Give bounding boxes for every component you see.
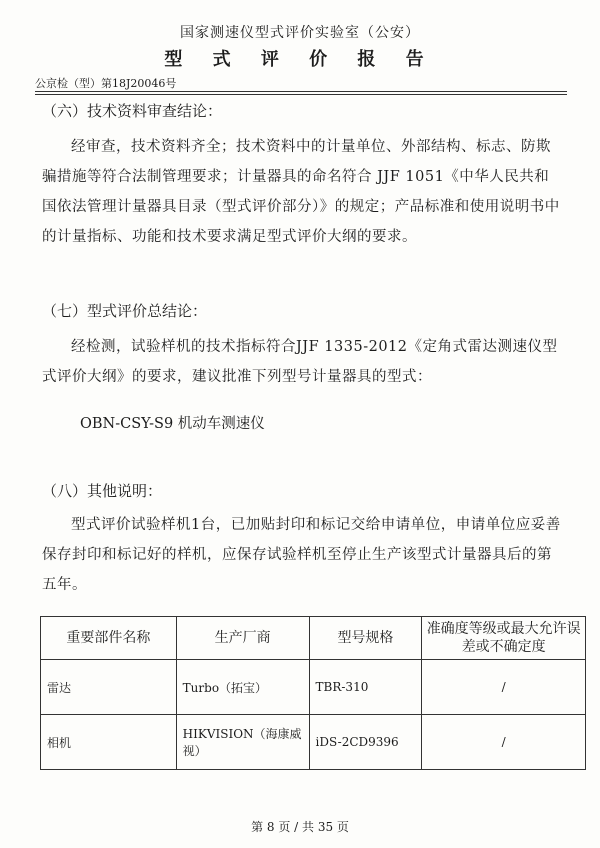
header-rule-bottom xyxy=(35,94,567,95)
table-row xyxy=(41,660,586,715)
approved-model: OBN-CSY-S9 机动车测速仪 xyxy=(80,416,265,432)
organization-name: 国家测速仪型式评价实验室（公安） xyxy=(180,25,420,41)
component-name: 相机 xyxy=(41,715,177,770)
section-seven-heading: （七）型式评价总结论： xyxy=(42,302,208,320)
accuracy-value: / xyxy=(422,660,586,715)
manufacturer: HIKVISION（海康威视） xyxy=(176,715,309,770)
report-title: 型 式 评 价 报 告 xyxy=(164,49,436,70)
column-header-manufacturer: 生产厂商 xyxy=(176,617,309,660)
column-header-component: 重要部件名称 xyxy=(41,617,177,660)
manufacturer: Turbo（拓宝） xyxy=(176,660,309,715)
model-spec: iDS-2CD9396 xyxy=(309,715,422,770)
components-table xyxy=(40,616,586,770)
component-name: 雷达 xyxy=(41,660,177,715)
header-rule-top xyxy=(35,91,567,92)
page-footer: 第 8 页 / 共 35 页 xyxy=(251,820,349,834)
section-eight-paragraph: 型式评价试验样机1台，已加贴封印和标记交给申请单位，申请单位应妥善保存封印和标记好的样机，应保存试验样机至停止生产该型式计量器具后的第五年。 xyxy=(42,517,561,593)
column-header-model: 型号规格 xyxy=(309,617,422,660)
table-row xyxy=(41,715,586,770)
section-seven-paragraph: 经检测，试验样机的技术指标符合JJF 1335-2012《定角式雷达测速仪型式评价大纲》的要求，建议批准下列型号计量器具的型式： xyxy=(42,339,558,385)
section-six-heading: （六）技术资料审查结论： xyxy=(42,102,223,120)
column-header-accuracy: 准确度等级或最大允许误差或不确定度 xyxy=(422,617,586,660)
section-six-paragraph: 经审查，技术资料齐全；技术资料中的计量单位、外部结构、标志、防欺骗措施等符合法制管理要求；计量器具的命名符合 JJF 1051《中华人民共和国依法管理计量器具目录（型式评价部分）》的规定；产品标准和使用说明书中的计量指标、功能和技术要求满足型式评价大纲的要求。 xyxy=(42,139,560,245)
accuracy-value: / xyxy=(422,715,586,770)
section-eight-heading: （八）其他说明： xyxy=(42,482,163,500)
model-spec: TBR-310 xyxy=(309,660,422,715)
report-number: 公京检（型）第18J20046号 xyxy=(35,77,177,90)
table-header-row xyxy=(41,617,586,660)
